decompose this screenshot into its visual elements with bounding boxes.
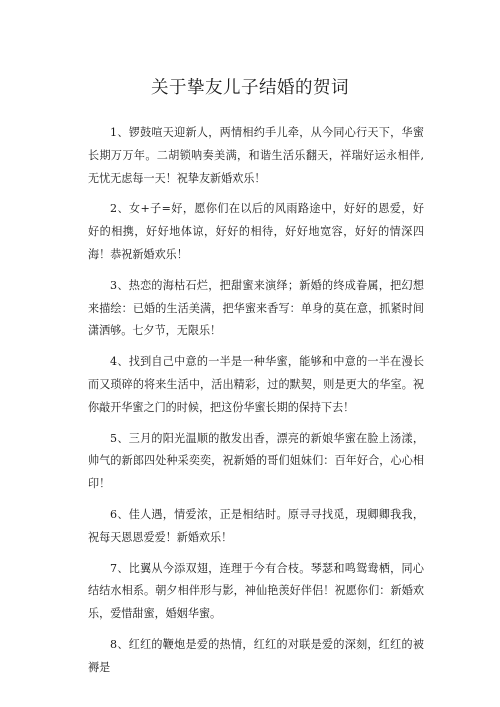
paragraph-7: 7、比翼从今添双翅，连理于今有合枝。琴瑟和鸣鸳鸯栖，同心结结水相系。朝夕相伴形与影，神仙艳羡好伴侣！祝愿你们：新婚欢乐，爱惜甜蜜，婚姻华蜜。 bbox=[88, 561, 424, 621]
document-body bbox=[88, 122, 424, 688]
page-title: 关于挚友儿子结婚的贺词 bbox=[151, 78, 349, 98]
paragraph-1: 1、锣鼓喧天迎新人，两情相约手儿牵，从今同心行天下，华蜜长期万万年。二胡锁呐奏美满，和谐生活乐翻天，祥瑞好运永相伴,无忧无虑每一天！祝挚友新婚欢乐！ bbox=[88, 126, 424, 185]
paragraph-5: 5、三月的阳光温顺的散发出香，漂亮的新娘华蜜在脸上汤漾，帅气的新郎四处种采奕奕，祝新婚的哥们姐妹们：百年好合，心心相印！ bbox=[88, 431, 424, 491]
paragraph-6: 6、佳人遇，情爱浓，正是相结时。原寻寻找觅，現卿卿我我，祝每天恩恩爱爱！新婚欢乐！ bbox=[88, 507, 424, 544]
paragraph-2: 2、女+子=好，愿你们在以后的风雨路途中，好好的恩爱，好好的相携，好好地体谅，好好的相待，好好地宽容，好好的情深四海！恭祝新婚欢乐！ bbox=[88, 202, 424, 261]
paragraph-4: 4、找到自己中意的一半是一种华蜜，能够和中意的一半在漫长而又琐碎的将来生活中，活出精彩，过的默契，则是更大的华室。祝你敲开华蜜之门的时候，把这份华蜜长期的保持下去！ bbox=[88, 355, 424, 414]
paragraph-8: 8、红红的鞭炮是爱的热情，红红的对联是爱的深刻，红红的被褥是 bbox=[88, 637, 424, 674]
paragraph-3: 3、热恋的海枯石烂，把甜蜜来演绎；新婚的终成眷属，把幻想来描绘：已婚的生活美满，把华蜜来香写：单身的莫在意，抓紧时间潇洒够。七夕节，无限乐！ bbox=[88, 278, 424, 338]
